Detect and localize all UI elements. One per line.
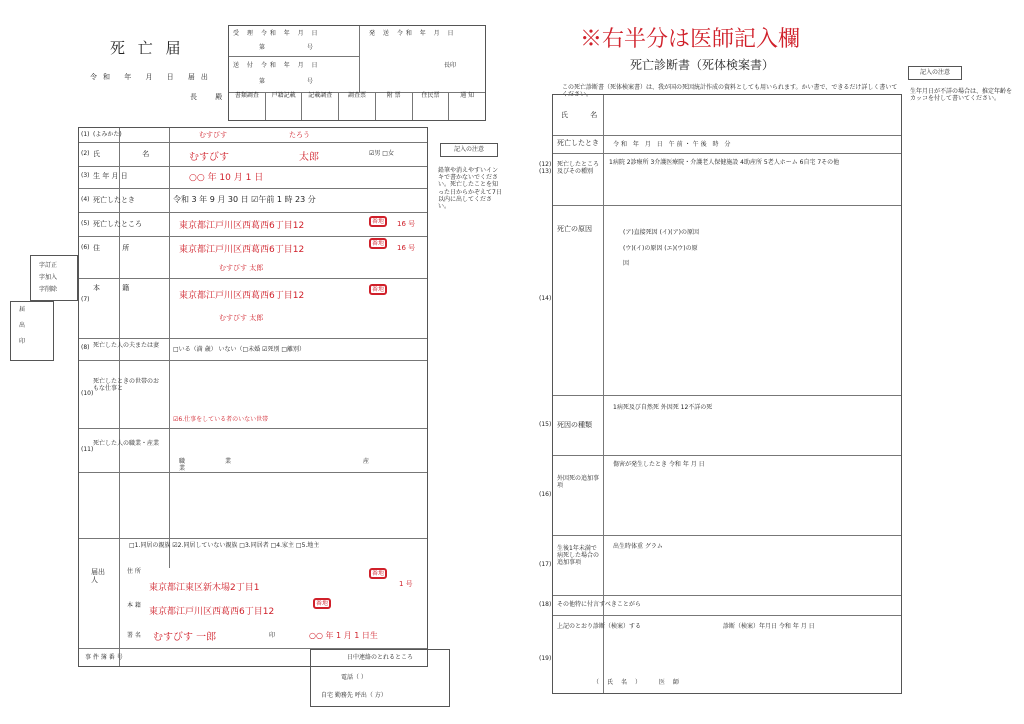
sex-field[interactable]: ☑男 □女 <box>369 150 394 157</box>
submission-date: 令和 年 月 日 届出 <box>90 73 214 81</box>
stamp-cell: 附 票 <box>376 92 413 120</box>
cert-row-label: 死亡したところ及びその種別 <box>557 161 600 176</box>
row-number: (10) <box>81 390 94 397</box>
correction-note: 字加入 <box>39 274 58 281</box>
stamp-cell: 戸籍記載 <box>266 92 303 120</box>
contact-phone: 電話（ ） <box>341 674 367 681</box>
birth-weight: 出生時体重 グラム <box>613 543 663 550</box>
cert-row-label: 氏 名 <box>561 111 608 119</box>
deceased-given-name: 太郎 <box>299 152 319 163</box>
row-label: 生 年 月 日 <box>93 172 128 180</box>
row-label: 死亡したときの世帯のおもな仕事と <box>93 378 160 393</box>
cert-row-number: (12)(13) <box>539 161 552 176</box>
right-notes-title-box <box>908 66 962 80</box>
row-label: 本 籍 <box>93 284 140 292</box>
row-number: (8) <box>81 344 90 351</box>
right-notes-title: 記入の注意 <box>919 69 950 76</box>
household-occupation[interactable]: ☑6.仕事をしている者のいない世帯 <box>173 416 269 423</box>
notes-text: 鉛筆や消えやすいインキで書かないでください。死亡したことを知った日からかぞえて7日以内に出してください。 <box>438 167 502 210</box>
sent-line: 送 付 令和 年 月 日 <box>233 62 321 69</box>
sent-no: 第 号 <box>259 78 333 85</box>
seal-label: 印 <box>19 338 26 345</box>
informant-address: 東京都江東区新木場2丁目1 <box>149 583 260 593</box>
row-number: (2) <box>81 150 90 157</box>
certificate-grid <box>539 94 902 694</box>
death-datetime: 令和 3 年 9 月 30 日 ☑午前 1 時 23 分 <box>173 195 316 204</box>
form-title: 死 亡 届 <box>110 39 185 57</box>
dispatch-seal: 長印 <box>444 62 457 69</box>
informant-seal: 印 <box>269 632 276 639</box>
seal-label: 出 <box>19 322 26 329</box>
lot-number-badge: 番地 <box>369 238 387 249</box>
row-number: (1) <box>81 131 90 138</box>
stamp-cell: 通 知 <box>460 92 475 99</box>
cert-row-label: 死亡したとき <box>557 139 599 147</box>
receipt-line: 受 理 令和 年 月 日 <box>233 30 321 37</box>
lot-number-badge: 番地 <box>369 568 387 579</box>
cert-row-number: (18) <box>539 601 552 608</box>
household-head: むすびす 太郎 <box>219 264 264 272</box>
cert-row-label: その他特に付言すべきことがら <box>557 601 641 608</box>
row-label: 死亡した人の夫または妻 <box>93 342 160 349</box>
receipt-no: 第 号 <box>259 44 333 51</box>
right-form <box>540 10 1020 720</box>
cause-of-death: (ア)直接死因 (イ)(ア)の原因 (ウ)(イ)の原因 (エ)(ウ)の原因 <box>623 229 699 268</box>
addressee: 長 殿 <box>190 93 231 101</box>
notes-title: 記入の注意 <box>453 146 484 153</box>
row-label: 住 所 <box>93 244 140 252</box>
cert-row-number: (15) <box>539 421 552 428</box>
certificate-title: 死亡診断書（死体検案書） <box>630 58 775 72</box>
certificate-intro: この死亡診断書（死体検案書）は、我が国の死因統計作成の資料としても用いられます。かい書で、できるだけ詳しく書いてください。 <box>562 84 898 99</box>
death-category: 1病死及び自然死 外因死 12不詳の死 <box>613 404 713 411</box>
contact-box <box>310 649 450 707</box>
seal-label: 届 <box>19 306 26 313</box>
row-number: (11) <box>81 446 94 453</box>
cert-row-number: (16) <box>539 491 552 498</box>
row-label: 死亡した人の職業・産業 <box>93 440 160 447</box>
cert-death-time: 令和 年 月 日 午前・午後 時 分 <box>613 141 733 148</box>
row-number: (6) <box>81 244 90 251</box>
informant-birth-date: ○○ 年 1 月 1 日生 <box>309 631 378 640</box>
physician-name: （氏名） 医師 <box>593 679 687 686</box>
stamp-cell: 住民票 <box>413 92 450 120</box>
deceased-surname: むすびす <box>189 152 229 163</box>
informant-domicile: 東京都江戸川区西葛西6丁目12 <box>149 607 275 617</box>
notes-title-box <box>440 143 498 157</box>
correction-note: 字削除 <box>39 286 58 293</box>
informant-address-label: 住 所 <box>127 568 141 575</box>
informant-domicile-label: 本 籍 <box>127 602 141 609</box>
correction-note: 字訂正 <box>39 262 58 269</box>
cert-row-number: (17) <box>539 561 552 568</box>
residence-address: 東京都江戸川区西葛西6丁目12 <box>179 245 305 255</box>
registered-domicile: 東京都江戸川区西葛西6丁目12 <box>179 291 305 301</box>
row-number: (4) <box>81 196 90 203</box>
row-label: 氏 名 <box>93 150 170 158</box>
contact-kind: 自宅 勤務先 呼出（ 方） <box>321 692 387 699</box>
lot-number-badge: 番地 <box>369 216 387 227</box>
row-number: (5) <box>81 220 90 227</box>
domicile-head: むすびす 太郎 <box>219 314 264 322</box>
informant-seal-box <box>10 301 54 361</box>
deceased-kana-given: たろう <box>289 131 310 139</box>
occupation-industry: 職業 産業 <box>179 458 410 473</box>
cert-row-label: 死亡の原因 <box>557 225 592 233</box>
cert-row-label: 死因の種類 <box>557 421 592 429</box>
row-number: (7) <box>81 296 90 303</box>
stamp-row <box>229 92 485 120</box>
contact-title: 日中連絡のとれるところ <box>346 654 413 661</box>
row-label: 死亡したところ <box>93 220 142 228</box>
injury-date: 傷害が発生したとき 令和 年 月 日 <box>613 461 705 468</box>
cert-row-label: 生後1年未満で病死した場合の追加事項 <box>557 545 600 567</box>
deceased-kana-surname: むすびす <box>199 131 227 139</box>
cert-row-number: (14) <box>539 295 552 302</box>
spouse-status[interactable]: □いる（満 歳） いない（□未婚 ☑死別 □離別） <box>173 346 306 353</box>
dispatch-line: 発 送 令和 年 月 日 <box>369 30 457 37</box>
informant-sign-label: 署 名 <box>127 632 141 639</box>
birth-date: ○○ 年 10 月 1 日 <box>189 173 264 183</box>
case-number-label: 事 件 簿 番 号 <box>85 654 123 661</box>
cert-row-label: 外因死の追加事項 <box>557 475 600 490</box>
death-place: 東京都江戸川区西葛西6丁目12 <box>179 221 305 231</box>
cert-row-number: (19) <box>539 655 552 662</box>
right-notes-text: 生年月日が不詳の場合は、推定年齢をカッコを付して書いてください。 <box>910 88 1013 103</box>
receipt-box <box>228 25 486 121</box>
correction-box <box>30 255 78 301</box>
row-label: 死亡したとき <box>93 196 135 204</box>
row-number: (3) <box>81 172 90 179</box>
informant-signature: むすびす 一郎 <box>153 632 217 643</box>
row-label: (よみかた) <box>93 131 122 138</box>
lot-number-badge: 番地 <box>313 598 331 609</box>
doctor-section-banner: ※右半分は医師記入欄 <box>580 27 801 52</box>
informant-label: 届出人 <box>91 568 105 585</box>
informant-options[interactable]: □1.同居の親族 ☑2.同居していない親族 □3.同居者 □4.家主 □5.地主 <box>129 542 320 549</box>
informant-house-number: 1 号 <box>399 580 413 588</box>
left-form <box>10 15 510 715</box>
stamp-cell: 書類調査 <box>229 92 266 120</box>
house-number: 16 号 <box>397 244 416 252</box>
lot-number-badge: 番地 <box>369 284 387 295</box>
stamp-cell: 記載調査 <box>302 92 339 120</box>
diagnosis-date: 診断（検案）年月日 令和 年 月 日 <box>723 623 815 630</box>
cert-place-type: 1病院 2診療所 3介護医療院・介護老人保健施設 4助産所 5老人ホーム 6自宅 7その他 <box>609 159 840 166</box>
house-number: 16 号 <box>397 220 416 228</box>
cert-row-label: 上記のとおり診断（検案）する <box>557 623 642 630</box>
stamp-cell: 調査票 <box>339 92 376 120</box>
death-registration-grid <box>78 127 428 667</box>
